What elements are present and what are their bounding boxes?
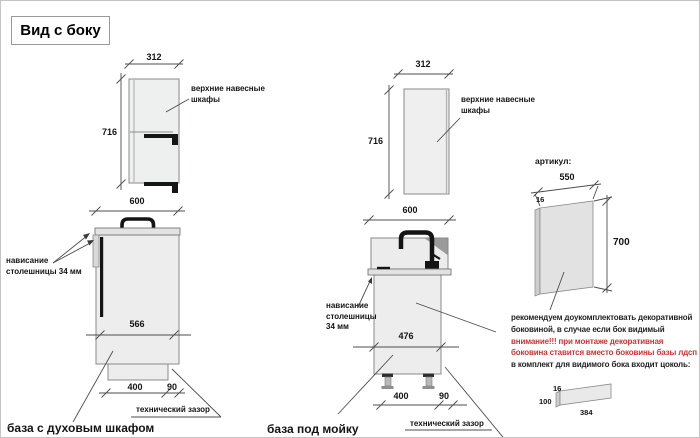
label-tech-gap-left: технический зазор: [136, 405, 210, 414]
decorative-side-panel: [535, 201, 593, 296]
dim-plinth-length: 384: [580, 408, 593, 417]
callout-wall-cabinets-left: верхние навесные шкафы: [191, 84, 265, 104]
dim-left-plinth: 400: [127, 382, 143, 392]
left-wall-cabinet: [129, 79, 179, 193]
dim-mid-plinth: 400: [393, 391, 409, 401]
label-tech-gap-mid: технический зазор: [410, 419, 484, 428]
oven-handle-icon: [122, 219, 154, 228]
caption-oven-base: база с духовым шкафом: [7, 421, 155, 435]
plinth-panel: [556, 384, 611, 407]
left-plinth: [108, 364, 168, 380]
callout-overhang-left: нависание столешницы 34 мм: [6, 256, 82, 276]
dim-mid-wall-width: 312: [415, 59, 431, 69]
dim-left-base-depth: 566: [129, 319, 145, 329]
dim-left-wall-height: 716: [102, 127, 118, 137]
callout-wall-cabinets-mid: верхние навесные шкафы: [461, 95, 535, 115]
dim-left-gap: 90: [166, 382, 178, 392]
oven-door-edge: [100, 237, 103, 317]
dim-panel-height: 700: [613, 237, 630, 248]
left-base-cabinet: [93, 219, 180, 380]
faucet-base: [425, 261, 439, 269]
dim-mid-base-depth: 476: [398, 331, 414, 341]
decorative-panel-note: рекомендуем доукомплектовать декоративной боковиной, в случае если бок видимый внимание!!! при монтаже декоративная боковина ставится вместо боковины базы лдсп в комплект для видимого бока входит цоколь:: [511, 313, 697, 370]
callout-overhang-mid: нависание столешницы 34 мм: [326, 301, 377, 331]
dim-panel-width: 550: [559, 172, 575, 182]
cabinet-leg-icon: [382, 374, 394, 390]
dim-panel-thickness: 16: [536, 195, 545, 204]
dim-left-base-width: 600: [129, 196, 145, 206]
dim-mid-gap: 90: [438, 391, 450, 401]
caption-sink-base: база под мойку: [267, 422, 359, 436]
cabinet-leg-icon: [423, 374, 435, 390]
dim-plinth-height: 100: [539, 397, 552, 406]
middle-arrowhead: [368, 277, 372, 284]
drawing-canvas: [1, 1, 700, 438]
door-profile-icon: [144, 182, 178, 193]
drawing-title: Вид с боку: [11, 16, 110, 45]
label-article: артикул:: [535, 156, 572, 166]
dim-mid-base-width: 600: [402, 205, 418, 215]
dim-mid-wall-height: 716: [368, 136, 384, 146]
dim-plinth-thickness: 16: [553, 384, 562, 393]
dim-left-wall-width: 312: [146, 52, 162, 62]
middle-wall-cabinet: [404, 89, 449, 194]
